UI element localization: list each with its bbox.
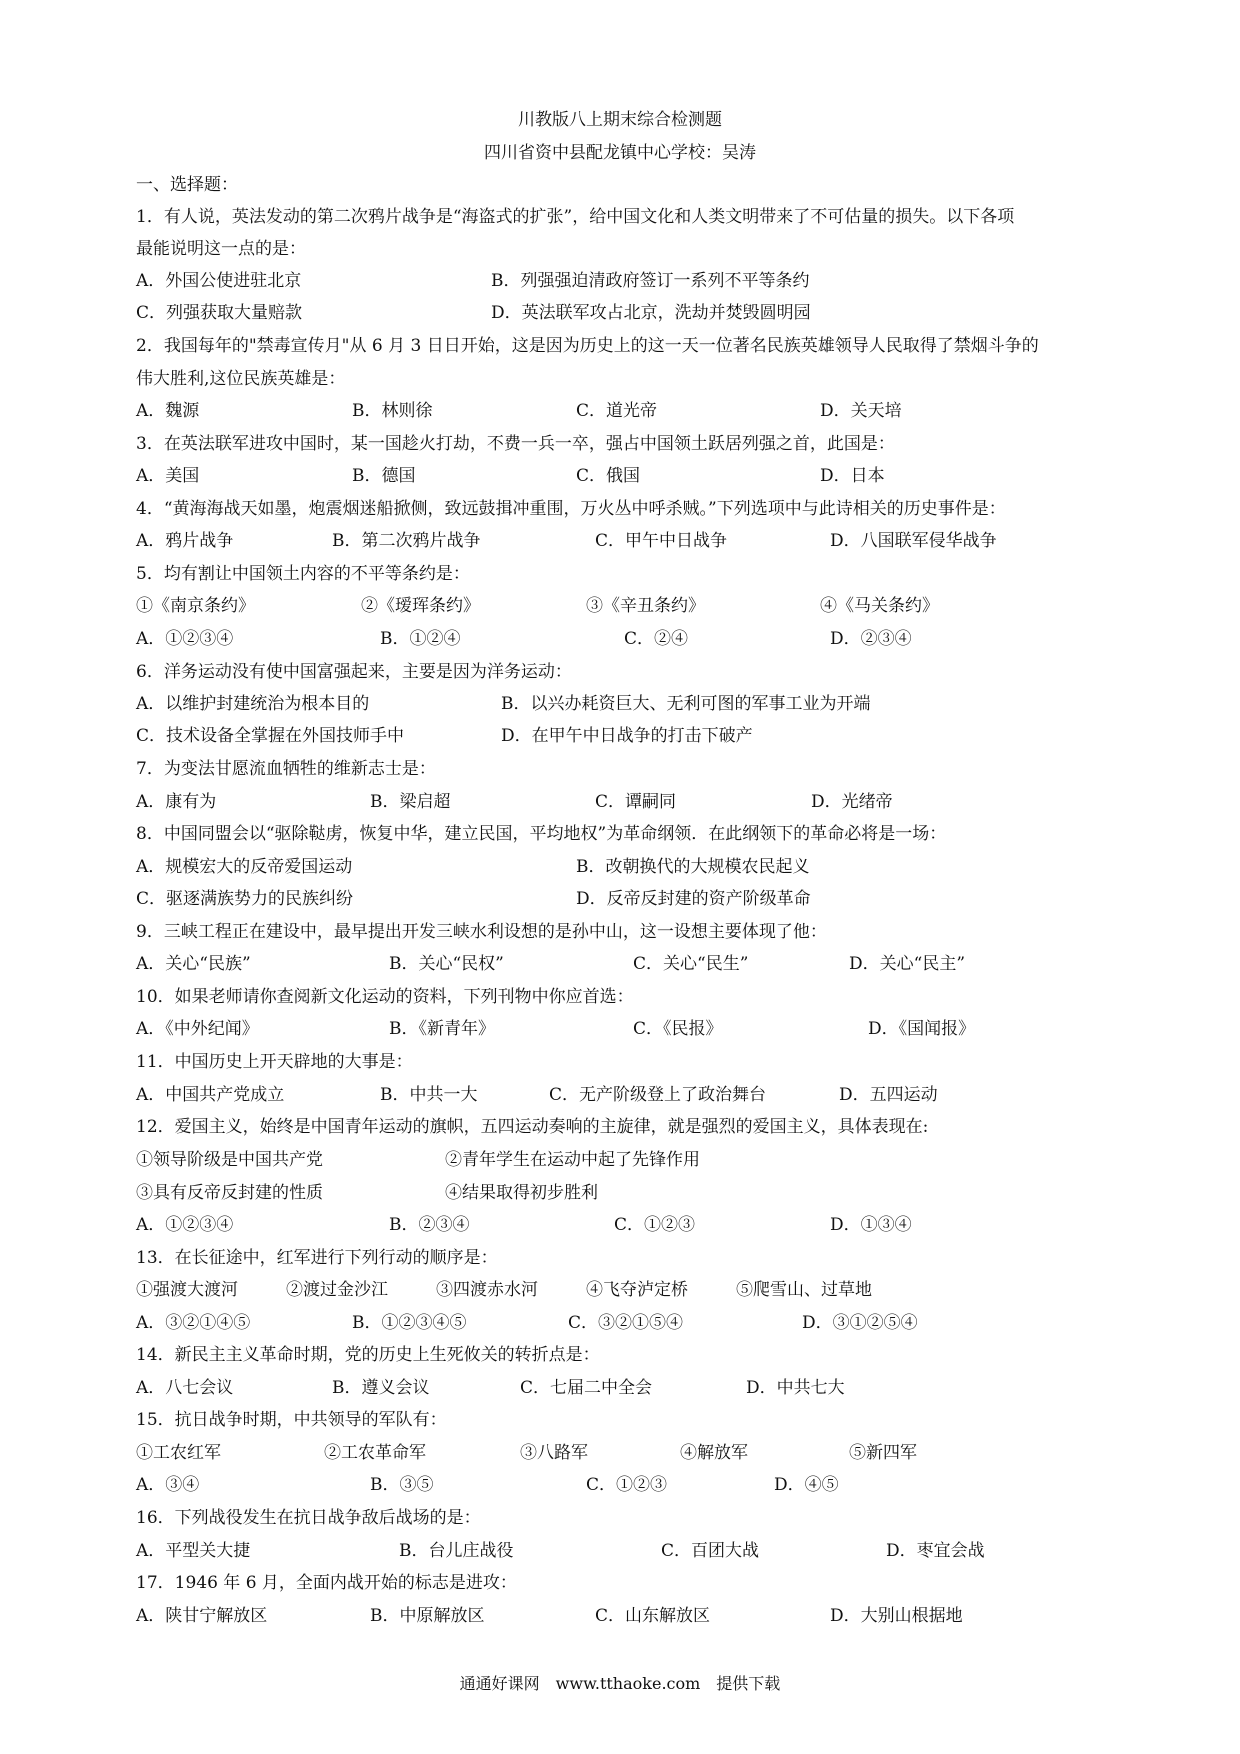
items-row — [136, 1438, 1136, 1462]
option-a: A．美国 — [136, 466, 200, 486]
question-stem: 伟大胜利,这位民族英雄是： — [136, 369, 346, 389]
question-stem: 16．下列战役发生在抗日战争敌后战场的是： — [136, 1508, 481, 1528]
option-c: C．技术设备全掌握在外国技师手中 — [136, 726, 405, 746]
question-stem: 17．1946 年 6 月，全面内战开始的标志是进攻： — [136, 1573, 517, 1593]
options-row — [136, 1014, 1136, 1038]
option-b: B．台儿庄战役 — [399, 1541, 514, 1561]
question-stem: 4．“黄海海战天如墨，炮震烟迷船掀侧，致远鼓揖冲重围，万火丛中呼杀贼。”下列选项中与此诗相关的历史事件是： — [136, 499, 1006, 519]
option-c: C．驱逐满族势力的民族纠纷 — [136, 889, 354, 909]
option-a: A．①②③④ — [136, 629, 234, 649]
options-row — [136, 266, 1136, 290]
question-stem: 8．中国同盟会以“驱除鞑虏，恢复中华，建立民国，平均地权”为革命纲领．在此纲领下的革命必将是一场： — [136, 824, 947, 844]
option-b: B．中原解放区 — [370, 1606, 485, 1626]
items-row — [136, 1275, 1136, 1299]
items-row — [136, 1178, 1136, 1202]
items-row — [136, 1145, 1136, 1169]
option-b: B．②③④ — [389, 1215, 470, 1235]
options-row — [136, 624, 1136, 648]
option-a: A．鸦片战争 — [136, 531, 234, 551]
option-a: A．规模宏大的反帝爱国运动 — [136, 857, 353, 877]
option-c: C．甲午中日战争 — [595, 531, 728, 551]
option-a: A．《中外纪闻》 — [136, 1019, 259, 1039]
option-d: D．五四运动 — [839, 1085, 938, 1105]
option-c: C．列强获取大量赔款 — [136, 303, 303, 323]
options-row — [136, 1308, 1136, 1332]
option-d: D．中共七大 — [746, 1378, 845, 1398]
question-stem: 9．三峡工程正在建设中，最早提出开发三峡水利设想的是孙中山，这一设想主要体现了他： — [136, 922, 827, 942]
option-c: C．无产阶级登上了政治舞台 — [549, 1085, 767, 1105]
item-5: ⑤新四军 — [849, 1443, 917, 1463]
option-b: B．①②③④⑤ — [352, 1313, 467, 1333]
options-row — [136, 298, 1136, 322]
item-2: ②《瑷珲条约》 — [361, 596, 480, 616]
question-stem: 2．我国每年的"禁毒宣传月"从 6 月 3 日日开始，这是因为历史上的这一天一位著名民族英雄领导人民取得了禁烟斗争的 — [136, 336, 1039, 356]
option-d: D．④⑤ — [774, 1475, 839, 1495]
option-d: D．①③④ — [830, 1215, 912, 1235]
option-d: D．枣宜会战 — [886, 1541, 985, 1561]
option-c: C．关心“民生” — [633, 954, 749, 974]
option-c: C．①②③ — [586, 1475, 668, 1495]
items-row — [136, 591, 1136, 615]
option-c: C．百团大战 — [661, 1541, 760, 1561]
question-stem: 5．均有割让中国领土内容的不平等条约是： — [136, 564, 470, 584]
item-1: ①领导阶级是中国共产党 — [136, 1150, 323, 1170]
question-stem: 6．洋务运动没有使中国富强起来，主要是因为洋务运动： — [136, 662, 572, 682]
option-b: B．关心“民权” — [389, 954, 504, 974]
option-c: C．①②③ — [614, 1215, 696, 1235]
option-c: C．③②①⑤④ — [568, 1313, 684, 1333]
option-c: C．七届二中全会 — [520, 1378, 653, 1398]
option-a: A．以维护封建统治为根本目的 — [136, 694, 370, 714]
option-a: A．平型关大捷 — [136, 1541, 251, 1561]
option-a: A．八七会议 — [136, 1378, 234, 1398]
item-2: ②工农革命军 — [324, 1443, 426, 1463]
option-a: A．康有为 — [136, 792, 217, 812]
question-stem: 1．有人说，英法发动的第二次鸦片战争是“海盗式的扩张”，给中国文化和人类文明带来了不可估量的损失。以下各项 — [136, 207, 1015, 227]
item-1: ①工农红军 — [136, 1443, 221, 1463]
question-stem: 3．在英法联军进攻中国时，某一国趁火打劫，不费一兵一卒，强占中国领土跃居列强之首，此国是： — [136, 434, 895, 454]
option-b: B．林则徐 — [352, 401, 433, 421]
options-row — [136, 852, 1136, 876]
option-d: D．关心“民主” — [849, 954, 966, 974]
question-stem: 13．在长征途中，红军进行下列行动的顺序是： — [136, 1248, 498, 1268]
question-stem: 最能说明这一点的是： — [136, 239, 306, 259]
item-1: ①《南京条约》 — [136, 596, 255, 616]
item-2: ②渡过金沙江 — [286, 1280, 388, 1300]
document-author: 四川省资中县配龙镇中心学校：吴涛 — [484, 143, 756, 163]
question-stem: 12．爱国主义，始终是中国青年运动的旗帜，五四运动奏响的主旋律，就是强烈的爱国主义，具体表现在: — [136, 1117, 929, 1137]
item-3: ③四渡赤水河 — [436, 1280, 538, 1300]
option-a: A．③②①④⑤ — [136, 1313, 251, 1333]
item-4: ④《马关条约》 — [820, 596, 939, 616]
option-b: B．改朝换代的大规模农民起义 — [576, 857, 810, 877]
question-stem: 10．如果老师请你查阅新文化运动的资料，下列刊物中你应首选： — [136, 987, 634, 1007]
options-row — [136, 526, 1136, 550]
question-stem: 15．抗日战争时期，中共领导的军队有： — [136, 1410, 447, 1430]
options-row — [136, 949, 1136, 973]
option-d: D．在甲午中日战争的打击下破产 — [501, 726, 753, 746]
option-b: B．③⑤ — [370, 1475, 434, 1495]
option-a: A．③④ — [136, 1475, 200, 1495]
option-b: B．①②④ — [380, 629, 461, 649]
option-a: A．中国共产党成立 — [136, 1085, 285, 1105]
option-c: C．道光帝 — [576, 401, 658, 421]
option-a: A．魏源 — [136, 401, 200, 421]
document-title: 川教版八上期末综合检测题 — [518, 110, 722, 130]
option-b: B．德国 — [352, 466, 416, 486]
option-d: D．光绪帝 — [811, 792, 893, 812]
option-d: D．大别山根据地 — [830, 1606, 963, 1626]
question-stem: 14．新民主主义革命时期，党的历史上生死攸关的转折点是： — [136, 1345, 600, 1365]
option-c: C．②④ — [624, 629, 689, 649]
item-4: ④飞夺泸定桥 — [586, 1280, 688, 1300]
options-row — [136, 1080, 1136, 1104]
option-c: C．山东解放区 — [595, 1606, 711, 1626]
question-stem: 7．为变法甘愿流血牺牲的维新志士是： — [136, 759, 436, 779]
option-c: C．俄国 — [576, 466, 641, 486]
item-2: ②青年学生在运动中起了先锋作用 — [445, 1150, 700, 1170]
option-d: D．八国联军侵华战争 — [830, 531, 997, 551]
page-footer: 通通好课网 www.tthaoke.com 提供下载 — [459, 1674, 781, 1693]
item-4: ④解放军 — [680, 1443, 748, 1463]
options-row — [136, 721, 1136, 745]
item-1: ①强渡大渡河 — [136, 1280, 238, 1300]
option-a: A．陕甘宁解放区 — [136, 1606, 268, 1626]
option-c: C．谭嗣同 — [595, 792, 677, 812]
question-stem: 11．中国历史上开天辟地的大事是： — [136, 1052, 413, 1072]
option-a: A．外国公使进驻北京 — [136, 271, 302, 291]
option-d: D．反帝反封建的资产阶级革命 — [576, 889, 811, 909]
options-row — [136, 1210, 1136, 1234]
option-b: B．遵义会议 — [332, 1378, 430, 1398]
item-3: ③八路军 — [520, 1443, 588, 1463]
option-b: B．以兴办耗资巨大、无利可图的军事工业为开端 — [501, 694, 871, 714]
options-row — [136, 396, 1136, 420]
option-d: D．②③④ — [830, 629, 912, 649]
options-row — [136, 884, 1136, 908]
options-row — [136, 1470, 1136, 1494]
option-d: D．《国闻报》 — [868, 1019, 976, 1039]
option-d: D．英法联军攻占北京，洗劫并焚毁圆明园 — [491, 303, 811, 323]
option-b: B．《新青年》 — [389, 1019, 495, 1039]
option-b: B．中共一大 — [380, 1085, 478, 1105]
option-b: B．第二次鸦片战争 — [332, 531, 481, 551]
item-4: ④结果取得初步胜利 — [445, 1183, 598, 1203]
options-row — [136, 689, 1136, 713]
option-c: C．《民报》 — [633, 1019, 723, 1039]
option-d: D．日本 — [820, 466, 885, 486]
options-row — [136, 1536, 1136, 1560]
options-row — [136, 461, 1136, 485]
option-b: B．列强强迫清政府签订一系列不平等条约 — [491, 271, 810, 291]
option-b: B．梁启超 — [370, 792, 451, 812]
item-5: ⑤爬雪山、过草地 — [736, 1280, 872, 1300]
item-3: ③具有反帝反封建的性质 — [136, 1183, 323, 1203]
section-heading: 一、选择题： — [136, 175, 238, 195]
option-d: D．关天培 — [820, 401, 902, 421]
options-row — [136, 787, 1136, 811]
item-3: ③《辛丑条约》 — [586, 596, 705, 616]
options-row — [136, 1373, 1136, 1397]
option-a: A．①②③④ — [136, 1215, 234, 1235]
option-a: A．关心“民族” — [136, 954, 251, 974]
options-row — [136, 1601, 1136, 1625]
option-d: D．③①②⑤④ — [802, 1313, 918, 1333]
